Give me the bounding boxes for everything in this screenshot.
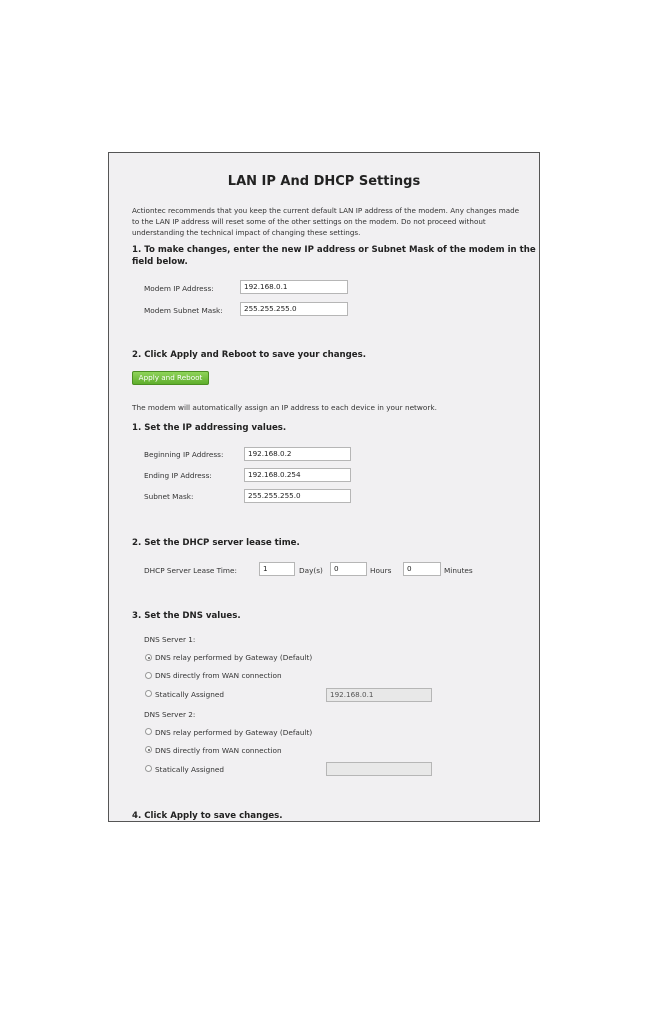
page-title: LAN IP And DHCP Settings	[227, 174, 421, 189]
lan-step1-heading-cont: field below.	[132, 257, 188, 267]
lease-hours-input[interactable]: 0	[330, 562, 367, 576]
minutes-unit-label: Minutes	[444, 566, 473, 575]
hours-unit-label: Hours	[370, 566, 392, 575]
lease-time-label: DHCP Server Lease Time:	[144, 566, 237, 575]
dns2-relay-label: DNS relay performed by Gateway (Default)	[155, 728, 313, 737]
dns2-static-label: Statically Assigned	[155, 765, 225, 774]
dns-server1-label: DNS Server 1:	[144, 635, 196, 644]
dns-step3-heading: 3. Set the DNS values.	[132, 611, 241, 621]
dns2-wan-label: DNS directly from WAN connection	[155, 746, 282, 755]
dns2-wan-radio[interactable]	[145, 746, 152, 753]
end-ip-input[interactable]: 192.168.0.254	[244, 468, 351, 482]
days-unit-label: Day(s)	[299, 566, 323, 575]
dns1-wan-radio[interactable]	[145, 672, 152, 679]
modem-mask-label: Modem Subnet Mask:	[144, 306, 223, 315]
dns2-static-radio[interactable]	[145, 765, 152, 772]
settings-panel	[108, 152, 540, 822]
modem-ip-input[interactable]: 192.168.0.1	[240, 280, 348, 294]
dns-step4-heading: 4. Click Apply to save changes.	[132, 811, 283, 821]
dhcp-mask-input[interactable]: 255.255.255.0	[244, 489, 351, 503]
begin-ip-input[interactable]: 192.168.0.2	[244, 447, 351, 461]
dhcp-mask-label: Subnet Mask:	[144, 492, 194, 501]
lease-minutes-input[interactable]: 0	[403, 562, 441, 576]
dns1-relay-radio[interactable]	[145, 654, 152, 661]
lan-step2-heading: 2. Click Apply and Reboot to save your changes.	[132, 350, 366, 360]
dns2-relay-radio[interactable]	[145, 728, 152, 735]
dhcp-step1-heading: 1. Set the IP addressing values.	[132, 423, 287, 433]
begin-ip-label: Beginning IP Address:	[144, 450, 224, 459]
intro-text: Actiontec recommends that you keep the current default LAN IP address of the modem. Any changes made to the LAN IP address will reset some of the other settings on the modem. Do not proceed without understanding the technical impact of changing these settings.	[132, 206, 520, 237]
dns1-static-label: Statically Assigned	[155, 690, 225, 699]
dhcp-note: The modem will automatically assign an IP address to each device in your network.	[132, 403, 437, 412]
dns1-relay-label: DNS relay performed by Gateway (Default)	[155, 653, 313, 662]
lease-days-input[interactable]: 1	[259, 562, 295, 576]
dns1-static-input[interactable]: 192.168.0.1	[326, 688, 432, 702]
dns1-static-radio[interactable]	[145, 690, 152, 697]
modem-ip-label: Modem IP Address:	[144, 284, 214, 293]
dns1-wan-label: DNS directly from WAN connection	[155, 671, 282, 680]
apply-and-reboot-button[interactable]: Apply and Reboot	[132, 371, 209, 385]
dhcp-step2-heading: 2. Set the DHCP server lease time.	[132, 538, 300, 548]
dns-server2-label: DNS Server 2:	[144, 710, 196, 719]
end-ip-label: Ending IP Address:	[144, 471, 212, 480]
dns2-static-input[interactable]	[326, 762, 432, 776]
lan-step1-heading: 1. To make changes, enter the new IP address or Subnet Mask of the modem in the	[132, 245, 536, 255]
modem-mask-input[interactable]: 255.255.255.0	[240, 302, 348, 316]
